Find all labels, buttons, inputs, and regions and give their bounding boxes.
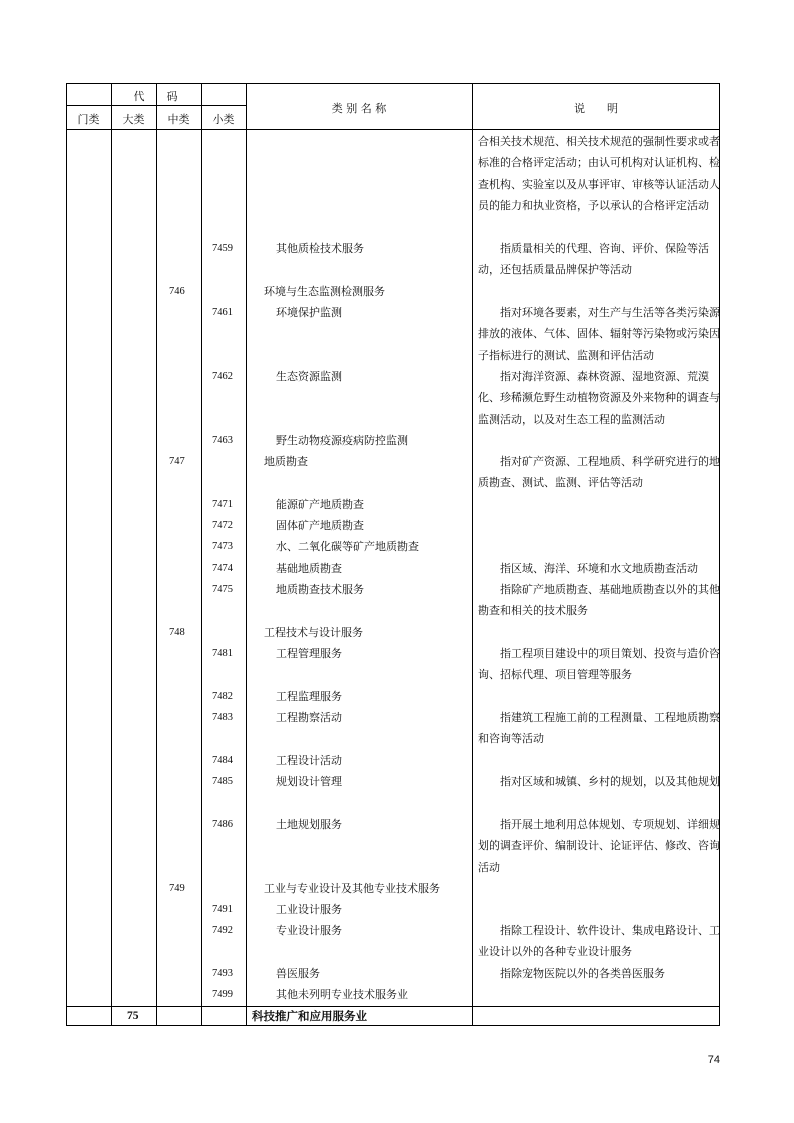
code-xiao: 7486 [212, 819, 233, 830]
code-xiao: 7491 [212, 904, 233, 915]
category-name: 野生动物疫源疫病防控监测 [276, 434, 408, 447]
code-xiao: 7473 [212, 541, 233, 552]
col-divider [111, 84, 112, 1025]
code-xiao: 7471 [212, 499, 233, 510]
category-name: 环境与生态监测检测服务 [264, 285, 385, 298]
header-zhong: 中类 [167, 113, 190, 126]
code-xiao: 7499 [212, 989, 233, 1000]
category-desc: 指对矿产资源、工程地质、科学研究进行的地质勘查、测试、监测、评估等活动 [478, 455, 720, 490]
code-zhong: 749 [169, 883, 185, 894]
category-name: 规划设计管理 [276, 775, 342, 788]
category-name: 地质勘查技术服务 [276, 583, 364, 596]
category-desc: 指除矿产地质勘查、基础地质勘查以外的其他勘查和相关的技术服务 [478, 583, 720, 618]
category-desc: 指建筑工程施工前的工程测量、工程地质勘察和咨询等活动 [478, 711, 720, 746]
code-xiao: 7492 [212, 925, 233, 936]
category-name: 工程监理服务 [276, 690, 342, 703]
code-xiao: 7483 [212, 712, 233, 723]
category-desc: 指除宠物医院以外的各类兽医服务 [478, 967, 665, 980]
header-da: 大类 [122, 113, 145, 126]
header-code-group: 代 码 [133, 90, 178, 103]
category-name: 工业设计服务 [276, 903, 342, 916]
category-name: 专业设计服务 [276, 924, 342, 937]
code-xiao: 7461 [212, 307, 233, 318]
code-xiao: 7482 [212, 691, 233, 702]
category-name: 能源矿产地质勘查 [276, 498, 364, 511]
category-name: 土地规划服务 [276, 818, 342, 831]
category-name: 工程设计活动 [276, 754, 342, 767]
header-men: 门类 [77, 113, 100, 126]
category-name: 固体矿产地质勘查 [276, 519, 364, 532]
category-name: 工程技术与设计服务 [264, 626, 363, 639]
category-desc: 指质量相关的代理、咨询、评价、保险等活动，还包括质量品牌保护等活动 [478, 242, 709, 277]
category-name: 工程勘察活动 [276, 711, 342, 724]
category-desc: 指工程项目建设中的项目策划、投资与造价咨询、招标代理、项目管理等服务 [478, 647, 720, 682]
code-da: 75 [127, 1010, 139, 1022]
header-subline [67, 105, 246, 106]
header-bottom-line [67, 129, 719, 130]
code-xiao: 7485 [212, 776, 233, 787]
header-name: 类 别 名 称 [331, 102, 387, 115]
category-name: 其他质检技术服务 [276, 242, 364, 255]
category-name: 地质勘查 [264, 455, 308, 468]
category-name: 水、二氧化碳等矿产地质勘查 [276, 540, 419, 553]
category-name: 其他未列明专业技术服务业 [276, 988, 408, 1001]
category-name: 基础地质勘查 [276, 562, 342, 575]
header-xiao: 小类 [212, 113, 235, 126]
category-desc: 指除工程设计、软件设计、集成电路设计、工业设计以外的各种专业设计服务 [478, 924, 720, 959]
category-desc: 指区域、海洋、环境和水文地质勘查活动 [478, 562, 698, 575]
col-divider [201, 84, 202, 1025]
code-xiao: 7462 [212, 371, 233, 382]
major-category-name: 科技推广和应用服务业 [252, 1009, 367, 1023]
code-zhong: 748 [169, 627, 185, 638]
code-xiao: 7463 [212, 435, 233, 446]
category-desc: 指对环境各要素，对生产与生活等各类污染源排放的液体、气体、固体、辐射等污染物或污染因子指标进行的测试、监测和评估活动 [478, 306, 720, 362]
col-divider [472, 84, 473, 1025]
code-zhong: 747 [169, 456, 185, 467]
code-xiao: 7459 [212, 243, 233, 254]
col-divider [246, 84, 247, 1025]
code-xiao: 7493 [212, 968, 233, 979]
category-name: 兽医服务 [276, 967, 320, 980]
category-name: 环境保护监测 [276, 306, 342, 319]
category-desc: 指对区域和城镇、乡村的规划，以及其他规划 [478, 775, 720, 788]
code-zhong: 746 [169, 286, 185, 297]
continuation-desc: 合相关技术规范、相关技术规范的强制性要求或者标准的合格评定活动；由认可机构对认证机构、检查机构、实验室以及从事评审、审核等认证活动人员的能力和执业资格，予以承认的合格评定活动 [478, 135, 720, 212]
header-desc: 说 明 [574, 102, 618, 115]
code-xiao: 7474 [212, 563, 233, 574]
code-xiao: 7472 [212, 520, 233, 531]
major-row-line [67, 1006, 719, 1007]
category-desc: 指对海洋资源、森林资源、湿地资源、荒漠化、珍稀濒危野生动植物资源及外来物种的调查与监测活动，以及对生态工程的监测活动 [478, 370, 720, 426]
code-xiao: 7475 [212, 584, 233, 595]
category-desc: 指开展土地利用总体规划、专项规划、详细规划的调查评价、编制设计、论证评估、修改、咨询活动 [478, 818, 720, 874]
code-xiao: 7481 [212, 648, 233, 659]
code-xiao: 7484 [212, 755, 233, 766]
category-name: 工业与专业设计及其他专业技术服务 [264, 882, 440, 895]
col-divider [156, 84, 157, 1025]
category-name: 工程管理服务 [276, 647, 342, 660]
page-number: 74 [707, 1054, 720, 1066]
category-name: 生态资源监测 [276, 370, 342, 383]
